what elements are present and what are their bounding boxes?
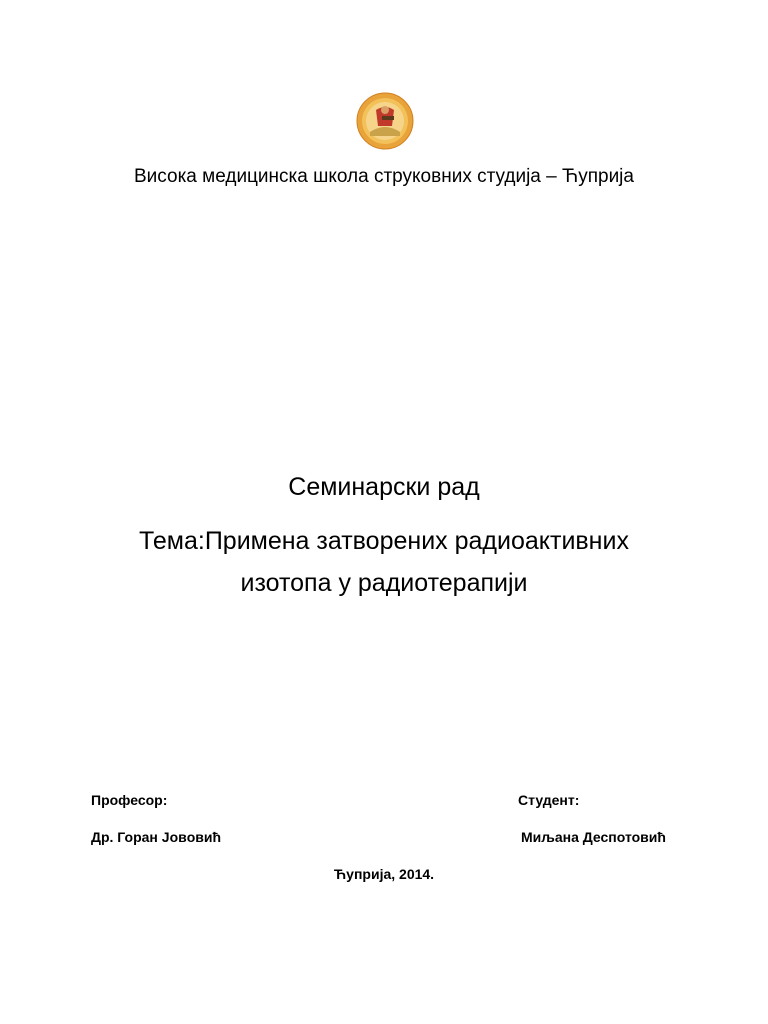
school-seal-icon bbox=[356, 92, 414, 150]
student-label: Студент: bbox=[518, 792, 580, 808]
professor-name: Др. Горан Јовoвић bbox=[91, 829, 222, 845]
topic-line-1: Тема:Примена затворених радиоактивних bbox=[139, 527, 629, 555]
school-name: Висока медицинска школа струковних студија – Ћуприја bbox=[134, 166, 634, 187]
student-name: Миљана Деспотовић bbox=[521, 829, 666, 845]
document-type: Семинарски рад bbox=[288, 473, 480, 501]
place-and-date: Ћуприја, 2014. bbox=[333, 866, 435, 882]
topic-line-2: изотопа у радиотерапији bbox=[240, 569, 528, 597]
professor-label: Професор: bbox=[91, 792, 168, 808]
